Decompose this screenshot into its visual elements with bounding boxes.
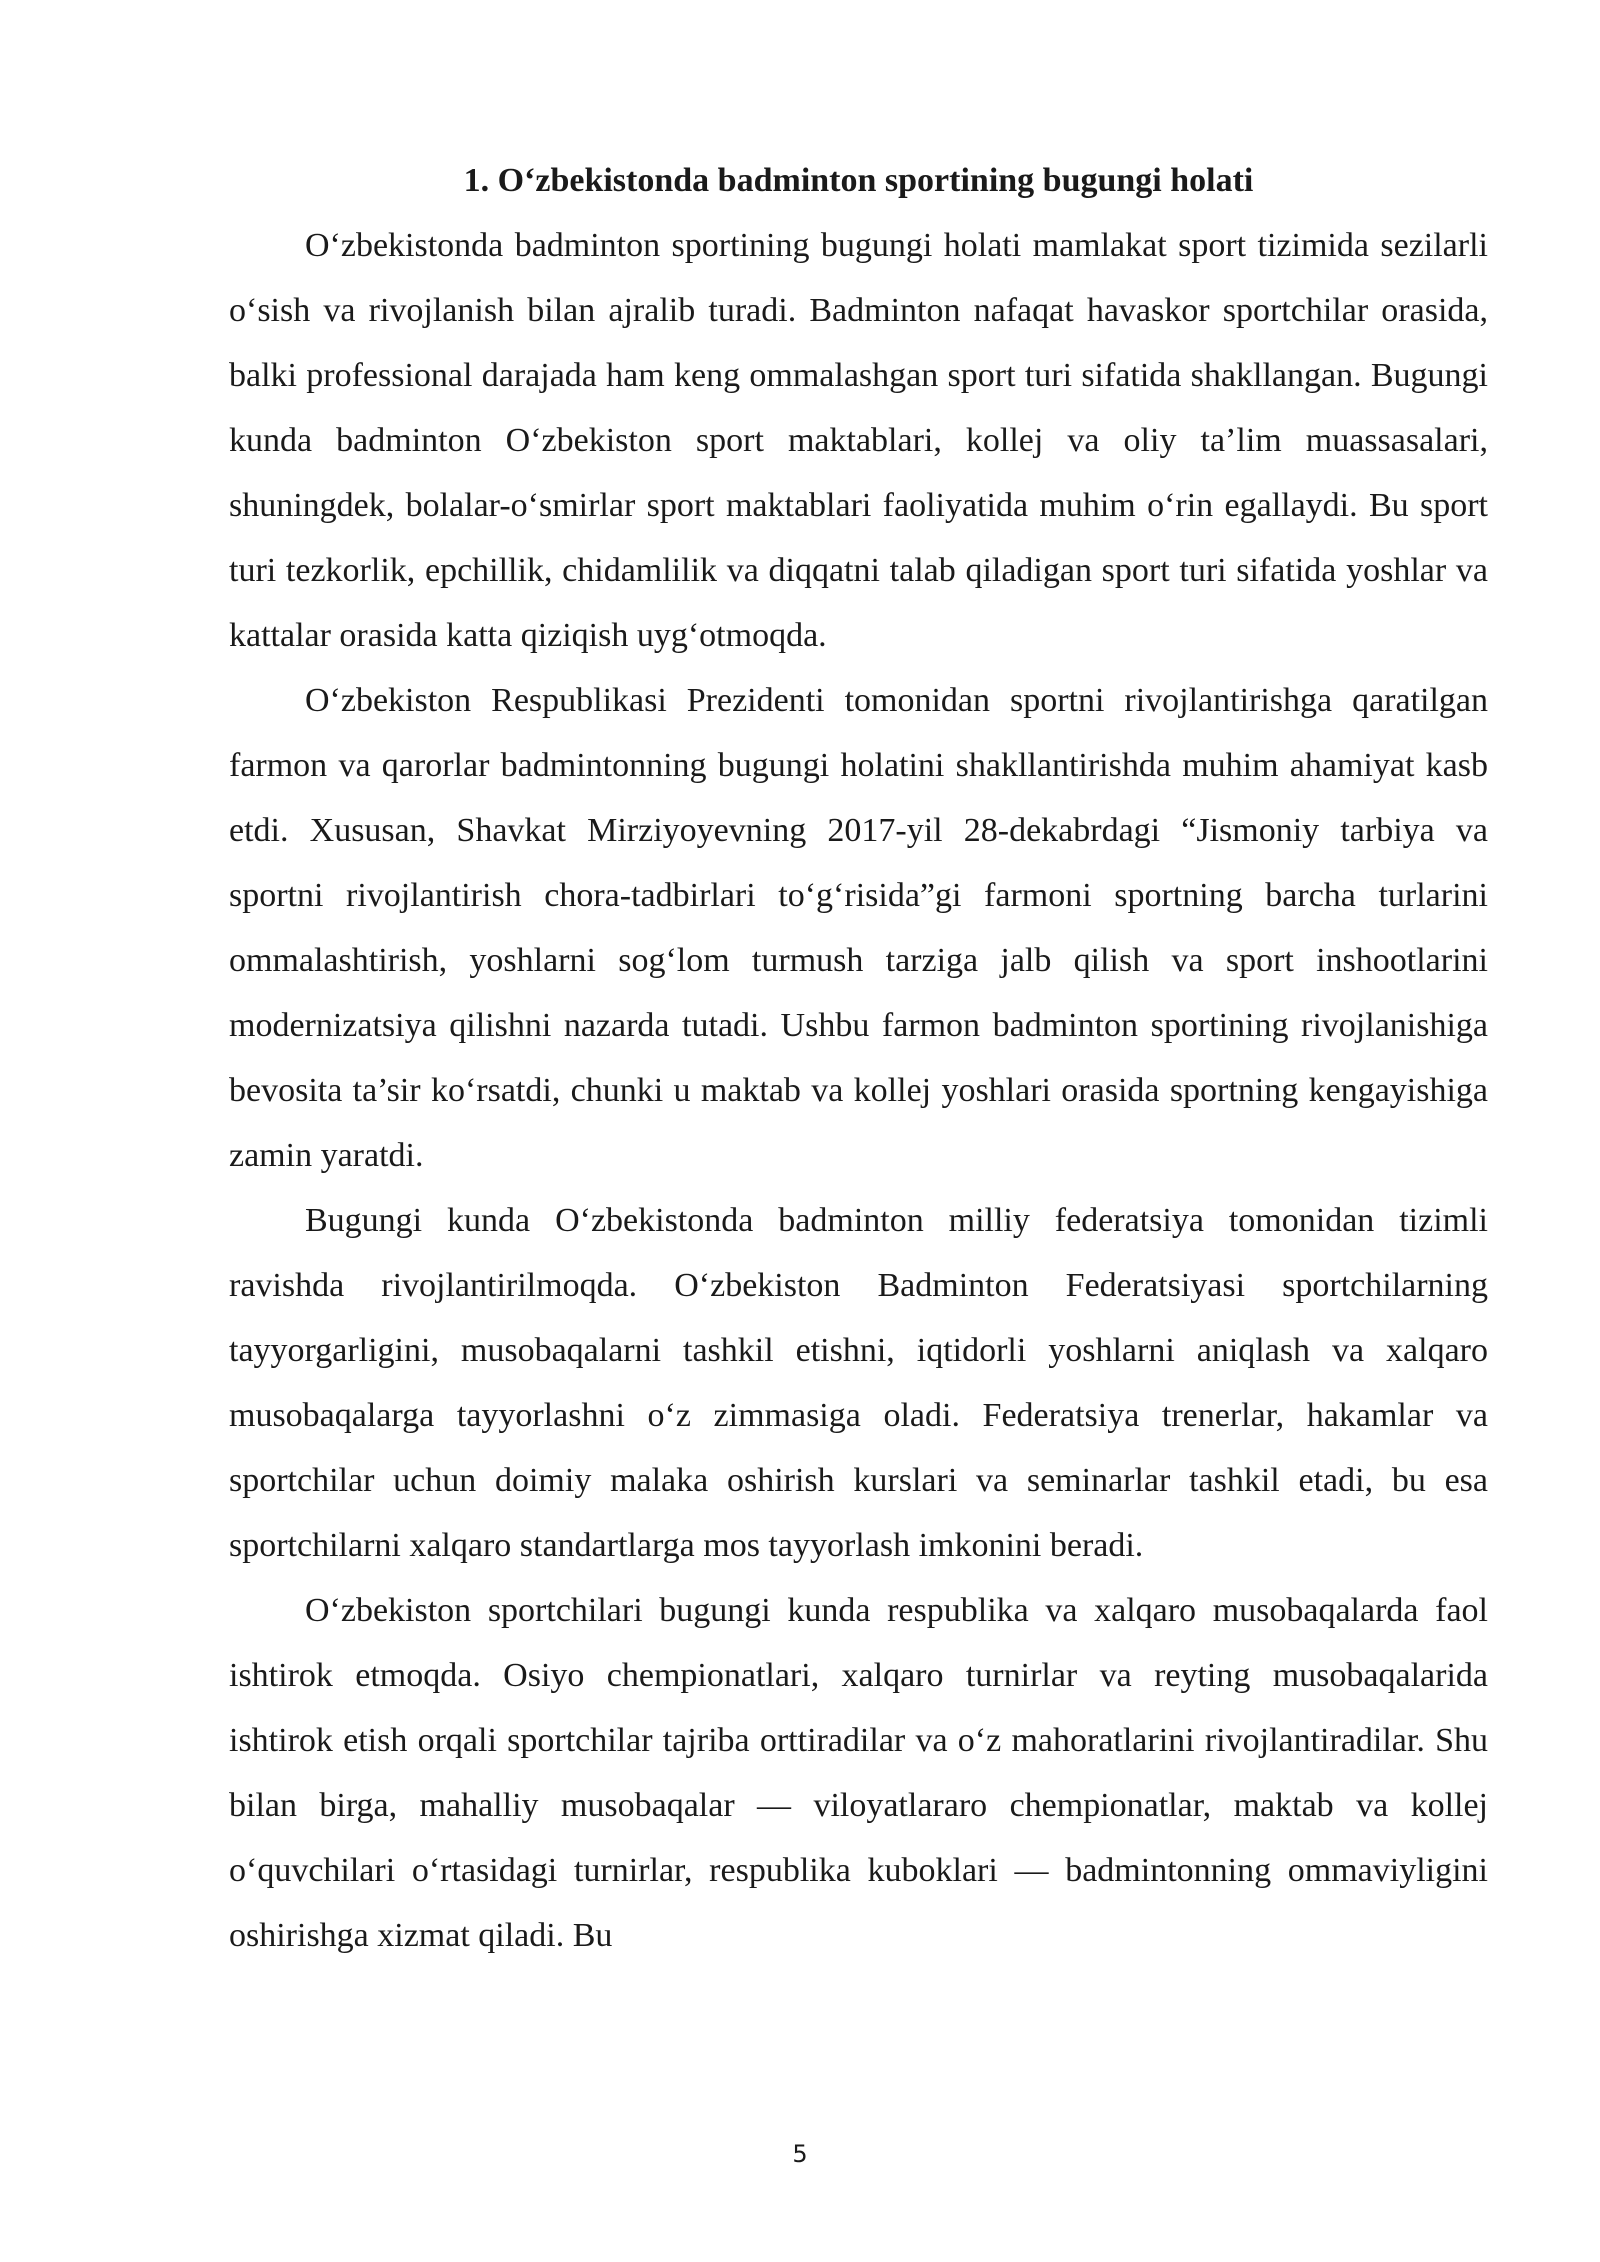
page-number: 5	[792, 2140, 808, 2168]
paragraph-4: O‘zbekiston sportchilari bugungi kunda respublika va xalqaro musobaqalarda faol ishtirok etmoqda. Osiyo chempionatlari, xalqaro turnirlar va reyting musobaqalarida ishtirok etish orqali sportchilar tajriba orttiradilar va o‘z mahoratlarini rivojlantiradilar. Shu bilan birga, mahalliy musobaqalar — viloyatlararo chempionatlar, maktab va kollej o‘quvchilari o‘rtasidagi turnirlar, respublika kuboklari — badmintonning ommaviyligini oshirishga xizmat qiladi. Bu	[229, 1592, 1488, 1954]
paragraph-3: Bugungi kunda O‘zbekistonda badminton milliy federatsiya tomonidan tizimli ravishda rivojlantirilmoqda. O‘zbekiston Badminton Federatsiyasi sportchilarning tayyorgarligini, musobaqalarni tashkil etishni, iqtidorli yoshlarni aniqlash va xalqaro musobaqalarga tayyorlashni o‘z zimmasiga oladi. Federatsiya trenerlar, hakamlar va sportchilar uchun doimiy malaka oshirish kurslari va seminarlar tashkil etadi, bu esa sportchilarni xalqaro standartlarga mos tayyorlash imkonini beradi.	[229, 1202, 1488, 1564]
section-heading: 1. O‘zbekistonda badminton sportining bugungi holati	[463, 162, 1254, 199]
page-body	[229, 148, 1488, 1968]
paragraph-2: O‘zbekiston Respublikasi Prezidenti tomonidan sportni rivojlantirishga qaratilgan farmon va qarorlar badmintonning bugungi holatini shakllantirishda muhim ahamiyat kasb etdi. Xususan, Shavkat Mirziyoyevning 2017-yil 28-dekabrdagi “Jismoniy tarbiya va sportni rivojlantirish chora-tadbirlari to‘g‘risida”gi farmoni sportning barcha turlarini ommalashtirish, yoshlarni sog‘lom turmush tarziga jalb qilish va sport inshootlarini modernizatsiya qilishni nazarda tutadi. Ushbu farmon badminton sportining rivojlanishiga bevosita ta’sir ko‘rsatdi, chunki u maktab va kollej yoshlari orasida sportning kengayishiga zamin yaratdi.	[229, 682, 1488, 1174]
paragraph-1: O‘zbekistonda badminton sportining bugungi holati mamlakat sport tizimida sezilarli o‘sish va rivojlanish bilan ajralib turadi. Badminton nafaqat havaskor sportchilar orasida, balki professional darajada ham keng ommalashgan sport turi sifatida shakllangan. Bugungi kunda badminton O‘zbekiston sport maktablari, kollej va oliy ta’lim muassasalari, shuningdek, bolalar-o‘smirlar sport maktablari faoliyatida muhim o‘rin egallaydi. Bu sport turi tezkorlik, epchillik, chidamlilik va diqqatni talab qiladigan sport turi sifatida yoshlar va kattalar orasida katta qiziqish uyg‘otmoqda.	[229, 227, 1488, 654]
